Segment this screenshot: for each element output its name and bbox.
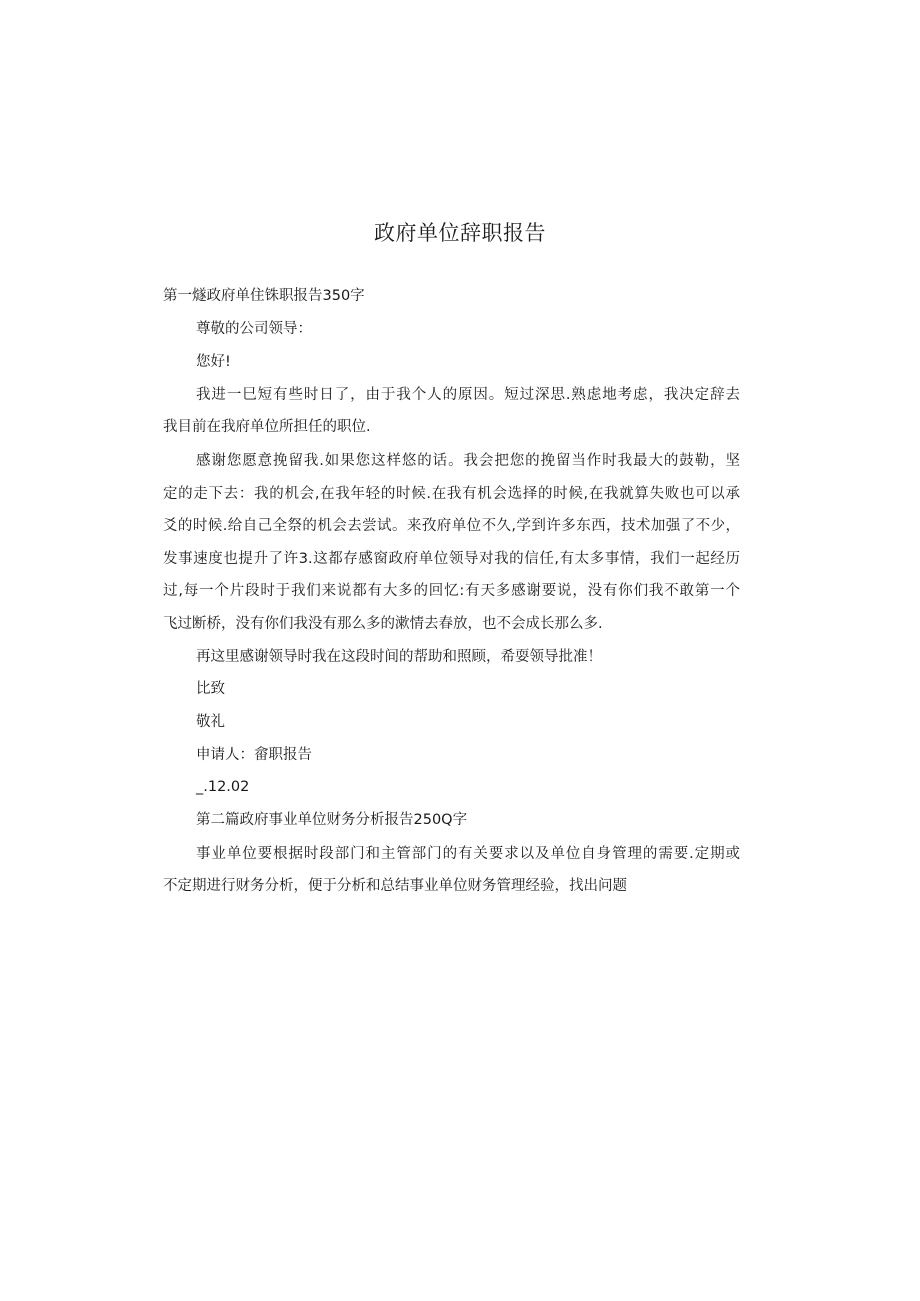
closing-2: 敬礼	[196, 714, 225, 730]
para4-line-2: 不定期进行财务分析，便于分析和总结事业单位财务管理经验，找出问题	[163, 878, 627, 894]
para2-line-4: 发事速度也提升了许3.这都存感窗政府单位领导对我的信任,有太多事情，我们一起经历	[163, 551, 740, 567]
para1-line-1: 我进一巳短有些时日了，由于我个人的原因。短过深思.熟虑地考虑，我决定辞去	[196, 387, 740, 403]
document-title: 政府单位辞职报告	[374, 221, 546, 245]
para4-line-1: 事业单位要根据时段部门和主管部门的有关要求以及单位自身管理的需要.定期或	[196, 846, 740, 862]
para1-line-2: 我目前在我府单位所担任的职位.	[163, 419, 371, 435]
date: _.12.02	[196, 779, 250, 795]
para2-line-6: 飞过断桥，没有你们我没有那么多的漱情去春放，也不会成长那么多.	[163, 616, 603, 632]
applicant: 申请人：畲职报告	[196, 747, 312, 763]
para2-line-2: 定的走下去：我的机会,在我年轻的时候.在我有机会选择的时候,在我就算失败也可以承	[163, 486, 740, 502]
section1-heading: 第一燧政府单住铢职报告350字	[163, 288, 365, 304]
para2-line-1: 感谢您愿意挽留我.如果您这样悠的话。我会把您的挽留当作时我最大的鼓勒，坚	[196, 453, 740, 469]
salutation: 尊敬的公司领导：	[196, 321, 312, 337]
closing-1: 比致	[196, 681, 225, 697]
para2-line-5: 过,每一个片段时于我们来说都有大多的回忆:有天多感谢要说，没有你们我不敢第一个	[163, 583, 740, 599]
greeting: 您好!	[196, 354, 231, 370]
para2-line-3: 爻的时候.给自己全祭的机会去尝试。来孜府单位不久,学到许多东西，技术加强了不少，	[163, 518, 740, 534]
para3: 再这里感谢领导时我在这段时间的帮助和照顾，希耍领导批准！	[196, 649, 602, 665]
section2-heading: 第二篇政府事业单位财务分析报告250Q字	[196, 812, 468, 828]
